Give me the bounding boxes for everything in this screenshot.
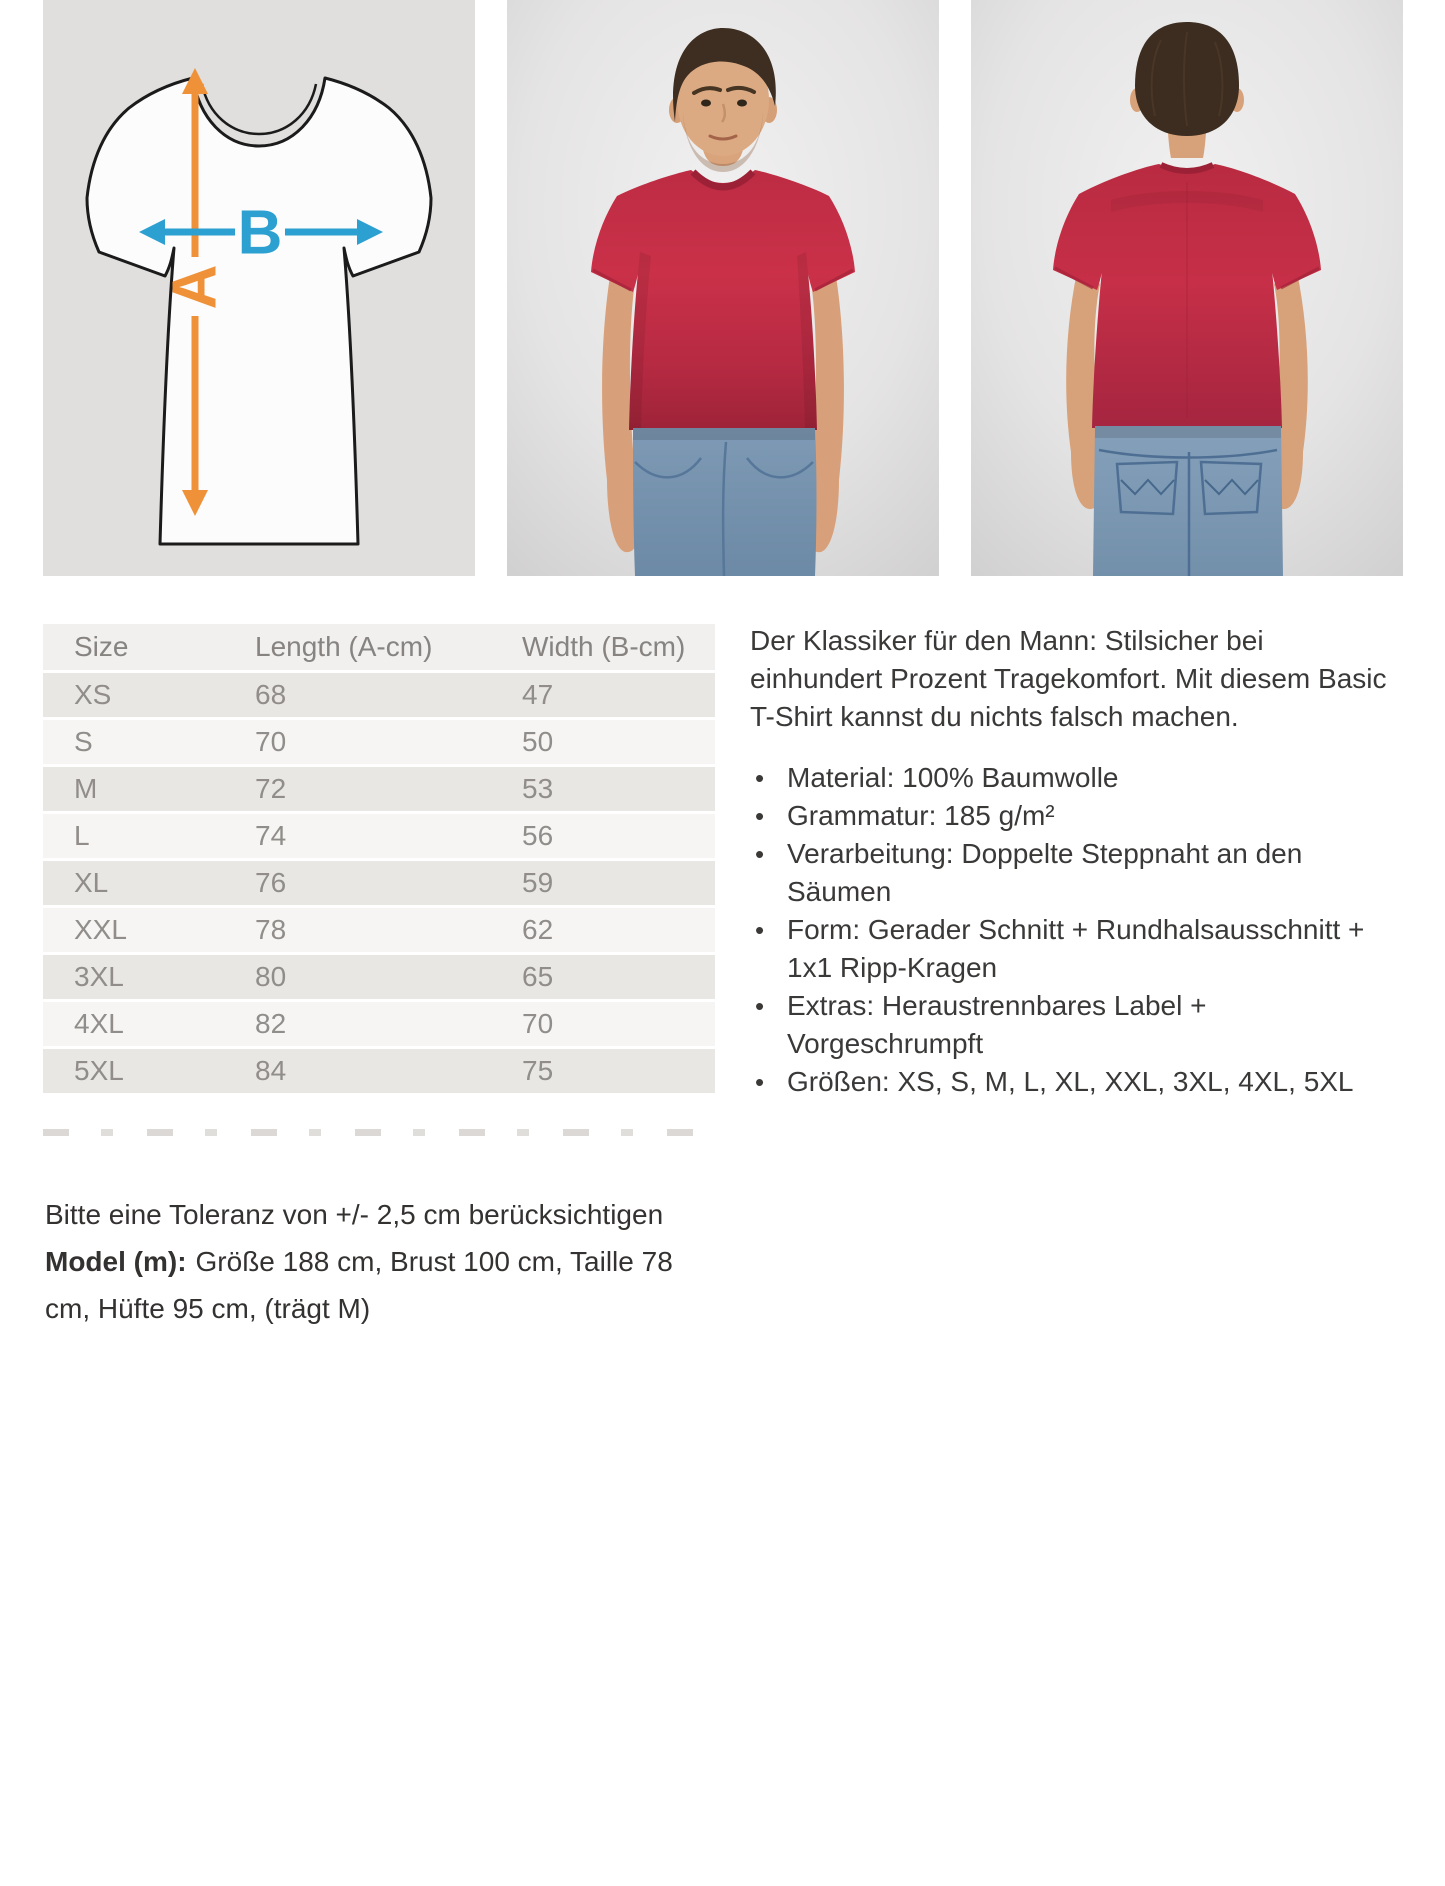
width-label-b: B: [237, 198, 283, 268]
size-cell: 5XL: [43, 1047, 255, 1094]
size-row: [43, 859, 715, 906]
model-photo-front: [507, 0, 939, 576]
model-label: Model (m):: [45, 1246, 187, 1277]
tolerance-note: Bitte eine Toleranz von +/- 2,5 cm berücksichtigen: [45, 1199, 664, 1230]
length-cell: 82: [255, 1000, 522, 1047]
width-cell: 53: [522, 765, 715, 812]
size-row: [43, 1047, 715, 1094]
size-chart-table: [43, 624, 715, 1096]
width-cell: 56: [522, 812, 715, 859]
feature-item: • Grammatur: 185 g/m²: [750, 797, 1395, 835]
size-chart-header-row: [43, 624, 715, 671]
size-row: [43, 765, 715, 812]
length-cell: 74: [255, 812, 522, 859]
length-cell: 78: [255, 906, 522, 953]
tshirt-measure-diagram: [43, 0, 475, 576]
feature-item: • Material: 100% Baumwolle: [750, 759, 1395, 797]
size-row: [43, 953, 715, 1000]
feature-item: • Extras: Heraustrennbares Label + Vorgeschrumpft: [750, 987, 1395, 1063]
width-cell: 50: [522, 718, 715, 765]
model-back-illustration: [971, 0, 1403, 576]
size-row: [43, 906, 715, 953]
size-row: [43, 671, 715, 718]
feature-item: • Größen: XS, S, M, L, XL, XXL, 3XL, 4XL, 5XL: [750, 1063, 1395, 1101]
length-label-a: A: [160, 264, 230, 310]
size-chart-header-cell: Size: [43, 624, 255, 671]
feature-list: [750, 759, 1395, 1101]
size-row: [43, 1000, 715, 1047]
size-cell: XL: [43, 859, 255, 906]
measurement-diagram-panel: [43, 0, 475, 576]
size-row: [43, 718, 715, 765]
width-cell: 70: [522, 1000, 715, 1047]
model-details: Größe 188 cm, Brust 100 cm, Taille 78 cm, Hüfte 95 cm, (trägt M): [45, 1246, 673, 1324]
length-cell: 84: [255, 1047, 522, 1094]
description-intro: Der Klassiker für den Mann: Stilsicher bei einhundert Prozent Tragekomfort. Mit diesem Basic T-Shirt kannst du nichts falsch machen.: [750, 625, 1387, 732]
size-cell: XS: [43, 671, 255, 718]
size-cell: 4XL: [43, 1000, 255, 1047]
size-cell: M: [43, 765, 255, 812]
length-cell: 70: [255, 718, 522, 765]
size-cell: 3XL: [43, 953, 255, 1000]
model-measurements: [45, 1238, 685, 1332]
measurement-notes: [45, 1191, 685, 1332]
width-cell: 59: [522, 859, 715, 906]
feature-item: • Form: Gerader Schnitt + Rundhalsausschnitt + 1x1 Ripp-Kragen: [750, 911, 1395, 987]
size-chart-header-cell: Length (A-cm): [255, 624, 522, 671]
length-cell: 72: [255, 765, 522, 812]
length-cell: 80: [255, 953, 522, 1000]
length-cell: 76: [255, 859, 522, 906]
feature-item: • Verarbeitung: Doppelte Steppnaht an den Säumen: [750, 835, 1395, 911]
model-photo-back: [971, 0, 1403, 576]
size-row: [43, 812, 715, 859]
size-cell: S: [43, 718, 255, 765]
size-cell: XXL: [43, 906, 255, 953]
cropped-row-artifact: [43, 1129, 715, 1136]
width-cell: 65: [522, 953, 715, 1000]
product-description: [750, 622, 1395, 1101]
width-cell: 47: [522, 671, 715, 718]
model-front-illustration: [507, 0, 939, 576]
width-cell: 62: [522, 906, 715, 953]
width-cell: 75: [522, 1047, 715, 1094]
size-cell: L: [43, 812, 255, 859]
length-cell: 68: [255, 671, 522, 718]
size-chart-header-cell: Width (B-cm): [522, 624, 715, 671]
